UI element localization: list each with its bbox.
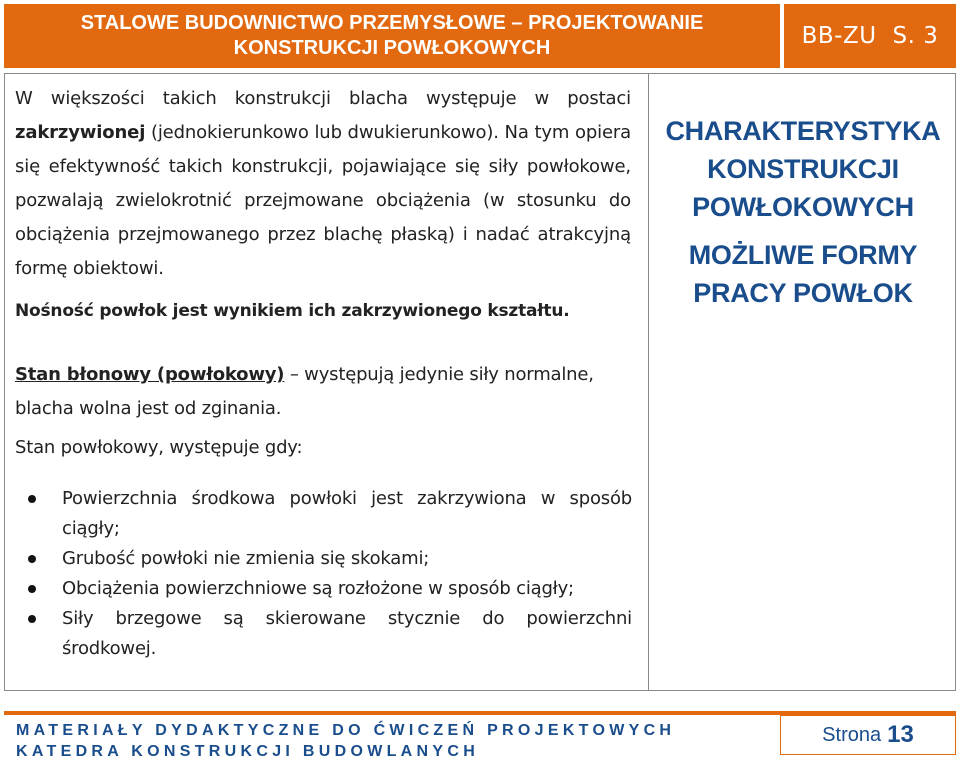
- side-title: CHARAKTERYSTYKA KONSTRUKCJI POWŁOKOWYCH: [665, 116, 941, 222]
- list-item-text: Siły brzegowe są skierowane stycznie do powierzchni środkowej.: [62, 608, 632, 659]
- capacity-statement: Nośność powłok jest wynikiem ich zakrzywionego kształtu.: [15, 301, 570, 321]
- intro-part1: W większości takich konstrukcji blacha występuje w postaci: [15, 88, 631, 109]
- header-title-line1: STALOWE BUDOWNICTWO PRZEMYSŁOWE – PROJEKTOWANIE: [80, 12, 704, 34]
- header-code-box: [784, 4, 956, 68]
- list-item: [22, 544, 632, 574]
- side-heading: [650, 112, 956, 312]
- bullet-icon: [28, 615, 36, 623]
- footer-line1: MATERIAŁY DYDAKTYCZNE DO ĆWICZEŃ PROJEKTOWYCH: [16, 722, 676, 739]
- conditions-list: [22, 484, 632, 664]
- header-code: BB-ZU: [801, 23, 877, 49]
- footer-line2: KATEDRA KONSTRUKCJI BUDOWLANYCH: [16, 743, 480, 760]
- bullet-icon: [28, 555, 36, 563]
- page-number-box: [780, 715, 956, 755]
- list-item: [22, 574, 632, 604]
- bullet-icon: [28, 495, 36, 503]
- shell-state-intro: Stan powłokowy, występuje gdy:: [15, 437, 303, 458]
- intro-part2: (jednokierunkowo lub dwukierunkowo). Na tym opiera się efektywność takich konstrukcji, pojawiające się siły powłokowe, pozwalają zwielokrotnić przejmowane obciążenia (w stosunku do obciążenia przejmowanego przez blachę płaską) i nadać atrakcyjną formę obiektowi.: [15, 122, 631, 279]
- intro-bold: zakrzywionej: [15, 122, 146, 143]
- page-label: Strona: [822, 723, 882, 746]
- header-title: [4, 4, 780, 68]
- header-sheet: S. 3: [892, 23, 939, 49]
- footer-caption: [16, 720, 675, 762]
- page-number: 13: [887, 721, 914, 748]
- intro-paragraph: [15, 82, 631, 286]
- membrane-state: [15, 358, 631, 426]
- column-divider: [648, 73, 649, 691]
- page-header: [4, 4, 956, 68]
- membrane-state-label: Stan błonowy (powłokowy): [15, 364, 285, 385]
- list-item-text: Grubość powłoki nie zmienia się skokami;: [62, 548, 430, 569]
- list-item-text: Obciążenia powierzchniowe są rozłożone w sposób ciągły;: [62, 578, 574, 599]
- header-title-line2: KONSTRUKCJI POWŁOKOWYCH: [233, 37, 551, 59]
- intro-section: [15, 82, 631, 286]
- list-item: [22, 604, 632, 664]
- list-item-text: Powierzchnia środkowa powłoki jest zakrzywiona w sposób ciągły;: [62, 488, 632, 539]
- list-item: [22, 484, 632, 544]
- membrane-state-text: – występują jedynie siły normalne, blacha wolna jest od zginania.: [15, 364, 594, 419]
- bullet-icon: [28, 585, 36, 593]
- side-subtitle: MOŻLIWE FORMY PRACY POWŁOK: [688, 240, 918, 308]
